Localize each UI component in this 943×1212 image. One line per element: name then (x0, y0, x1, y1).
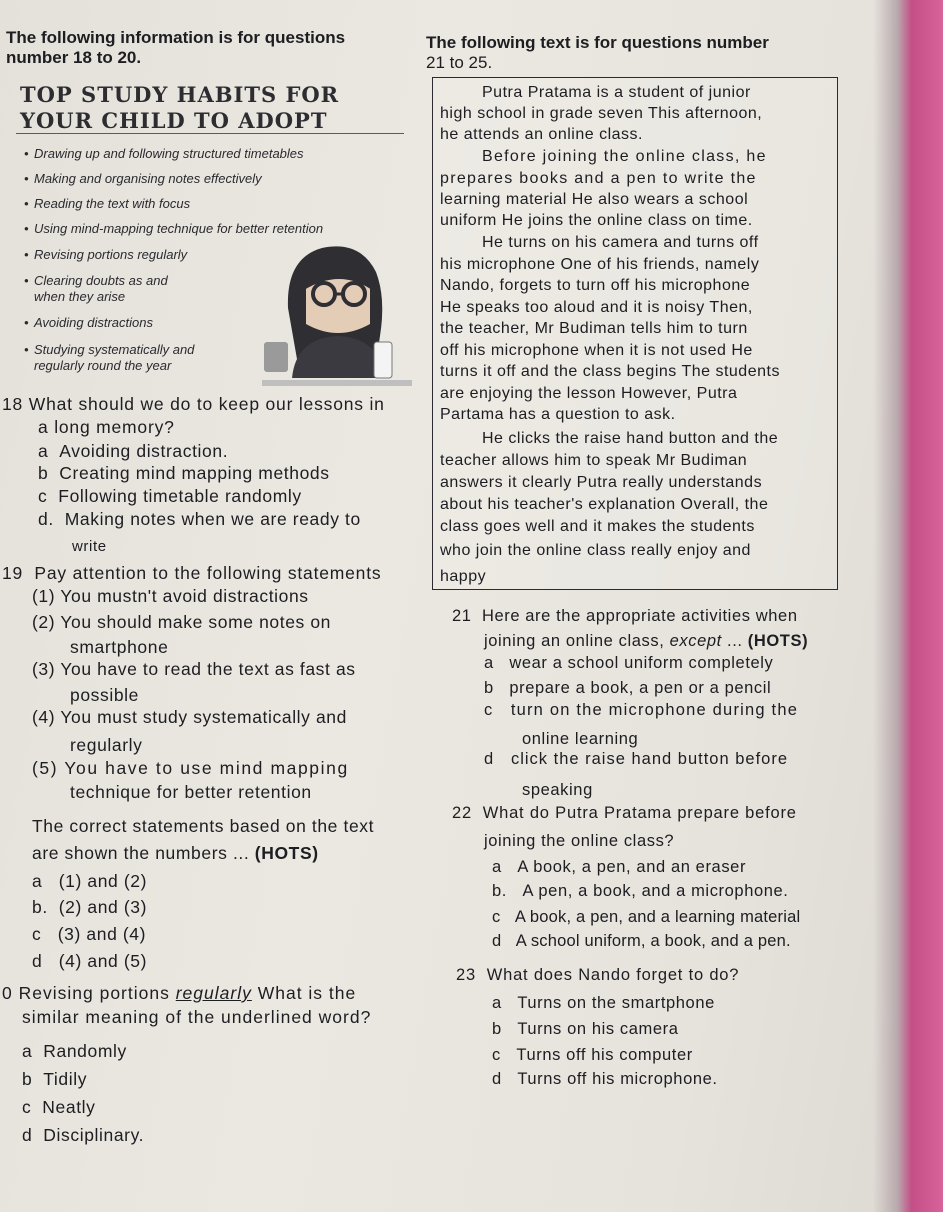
poster-item: • Using mind-mapping technique for better retention (34, 221, 323, 236)
question-22-stem-2: joining the online class? (484, 832, 675, 850)
poster-title-line: YOUR CHILD TO ADOPT (20, 108, 328, 133)
poster-title (20, 82, 339, 134)
poster-item: • Studying systematically and (34, 342, 194, 357)
option-20-d: d Disciplinary. (22, 1125, 145, 1145)
question-20-stem-2: similar meaning of the underlined word? (22, 1007, 372, 1027)
story-line: He clicks the raise hand button and the (482, 430, 779, 447)
statement-2-continued: smartphone (70, 637, 169, 657)
question-19-follow-2: are shown the numbers ... (HOTS) (32, 843, 319, 863)
option-18-c: c Following timetable randomly (38, 486, 302, 506)
poster-item: • Making and organising notes effectively (34, 171, 262, 186)
question-20-stem: 0 Revising portions regularly What is the (2, 983, 357, 1003)
option-18-d-continued: write (72, 538, 107, 555)
option-22-a: a A book, a pen, and an eraser (492, 858, 747, 876)
poster-item-continued: when they arise (34, 289, 126, 304)
statement-2: (2) You should make some notes on (32, 612, 332, 632)
story-line: about his teacher's explanation Overall, the (440, 496, 769, 513)
book-left-icon (264, 342, 288, 372)
option-23-c: c Turns off his computer (492, 1046, 693, 1064)
poster-divider (16, 133, 404, 134)
story-line: his microphone One of his friends, namely (440, 256, 760, 273)
option-23-a: a Turns on the smartphone (492, 994, 715, 1012)
question-18-stem (2, 393, 385, 439)
poster-item: • Revising portions regularly (34, 247, 187, 262)
story-line: off his microphone when it is not used He (440, 342, 753, 359)
statement-1: (1) You mustn't avoid distractions (32, 586, 309, 606)
option-18-a: a Avoiding distraction. (38, 441, 229, 461)
story-line: Putra Pratama is a student of junior (482, 84, 751, 101)
question-19-stem: 19 Pay attention to the following statements (2, 563, 382, 583)
story-line: prepares books and a pen to write the (440, 170, 757, 187)
poster-item: • Drawing up and following structured timetables (34, 146, 304, 161)
story-line: class goes well and it makes the students (440, 518, 755, 535)
story-line: are enjoying the lesson However, Putra (440, 385, 738, 402)
option-21-d-continued: speaking (522, 781, 593, 799)
story-line: who join the online class really enjoy and (440, 542, 751, 559)
story-line: He turns on his camera and turns off (482, 234, 759, 251)
option-21-c: c turn on the microphone during the (484, 701, 799, 719)
story-text (440, 82, 835, 587)
story-line: the teacher, Mr Budiman tells him to turn (440, 320, 748, 337)
left-intro (6, 28, 345, 68)
option-21-b: b prepare a book, a pen or a pencil (484, 679, 772, 697)
left-intro-line: The following information is for questions (6, 28, 346, 47)
book-right-icon (374, 342, 392, 378)
option-20-c: c Neatly (22, 1097, 96, 1117)
statement-4: (4) You must study systematically and (32, 707, 347, 727)
story-line: teacher allows him to speak Mr Budiman (440, 452, 748, 469)
question-19-follow: The correct statements based on the text (32, 816, 375, 836)
option-18-b: b Creating mind mapping methods (38, 463, 330, 483)
option-19-d: d (4) and (5) (32, 951, 148, 971)
desk-icon (262, 380, 412, 386)
right-intro-line: 21 to 25. (426, 53, 493, 72)
question-21-stem-2: joining an online class, except ... (HOTS) (484, 632, 809, 650)
statement-4-continued: regularly (70, 735, 143, 755)
poster-item: • Avoiding distractions (34, 315, 153, 330)
option-20-b: b Tidily (22, 1069, 88, 1089)
stem-line: What should we do to keep our lessons in (28, 394, 385, 414)
poster-item: • Clearing doubts as and (34, 273, 168, 288)
option-19-c: c (3) and (4) (32, 924, 147, 944)
question-22-stem: 22 What do Putra Pratama prepare before (452, 804, 797, 822)
story-line: turns it off and the class begins The students (440, 363, 780, 380)
page-edge-background (873, 0, 943, 1212)
poster-item: • Reading the text with focus (34, 196, 190, 211)
story-line: learning material He also wears a school (440, 191, 749, 208)
statement-3: (3) You have to read the text as fast as (32, 659, 356, 679)
option-19-a: a (1) and (2) (32, 871, 148, 891)
option-23-d: d Turns off his microphone. (492, 1070, 718, 1088)
option-22-c: c A book, a pen, and a learning material (492, 908, 801, 926)
question-21-stem: 21 Here are the appropriate activities when (452, 607, 798, 625)
statement-5-continued: technique for better retention (70, 782, 312, 802)
question-number: 18 (2, 394, 24, 414)
option-21-d: d click the raise hand button before (484, 750, 789, 768)
student-illustration (262, 238, 412, 388)
stem-line: a long memory? (38, 417, 175, 437)
story-line: high school in grade seven This afternoon, (440, 105, 763, 122)
story-line: Partama has a question to ask. (440, 406, 676, 423)
story-line: Nando, forgets to turn off his microphone (440, 277, 751, 294)
left-intro-line: number 18 to 20. (6, 48, 142, 67)
statement-3-continued: possible (70, 685, 140, 705)
question-23-stem: 23 What does Nando forget to do? (456, 966, 740, 984)
right-intro (426, 33, 769, 73)
story-line: he attends an online class. (440, 126, 643, 143)
story-line: uniform He joins the online class on time. (440, 212, 753, 229)
option-20-a: a Randomly (22, 1041, 127, 1061)
poster-item-continued: regularly round the year (34, 358, 172, 373)
right-intro-line: The following text is for questions number (426, 33, 769, 52)
option-22-d: d A school uniform, a book, and a pen. (492, 932, 791, 950)
poster-title-line: TOP STUDY HABITS FOR (20, 82, 340, 107)
story-line: Before joining the online class, he (482, 148, 767, 165)
option-21-a: a wear a school uniform completely (484, 654, 774, 672)
story-line: answers it clearly Putra really understands (440, 474, 763, 491)
option-21-c-continued: online learning (522, 730, 639, 748)
story-line: He speaks too aloud and it is noisy Then, (440, 299, 753, 316)
option-23-b: b Turns on his camera (492, 1020, 679, 1038)
option-18-d: d. Making notes when we are ready to (38, 509, 361, 529)
statement-5: (5) You have to use mind mapping (32, 758, 349, 778)
option-22-b: b. A pen, a book, and a microphone. (492, 882, 789, 900)
option-19-b: b. (2) and (3) (32, 897, 148, 917)
story-line: happy (440, 568, 487, 585)
